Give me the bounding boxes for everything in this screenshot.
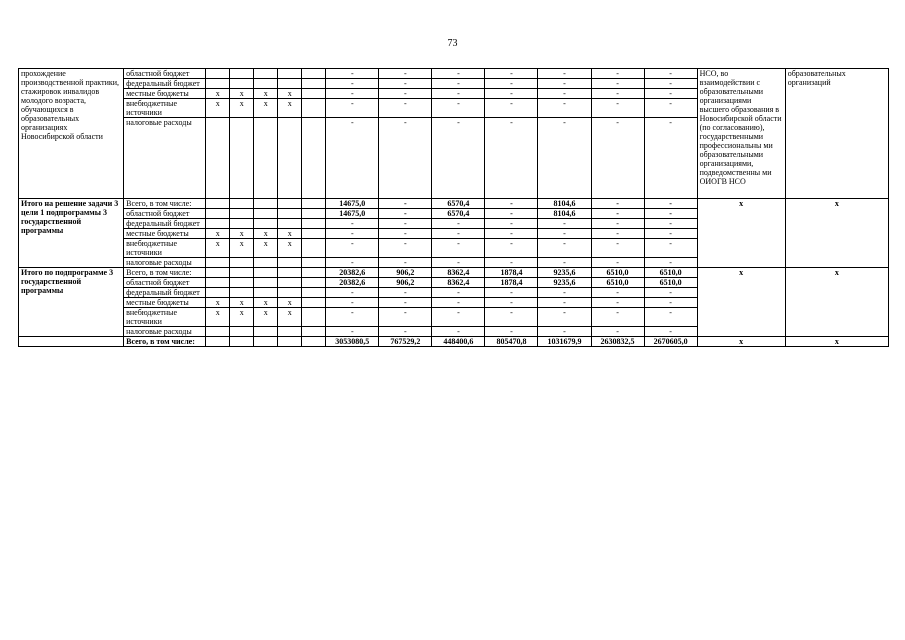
amount-cell: - [326, 308, 379, 327]
mark-cell: x [254, 239, 278, 258]
mark-cell: x [254, 298, 278, 308]
mark-cell: x [230, 308, 254, 327]
amount-cell: - [538, 79, 591, 89]
total-amount-cell: 1031679,9 [538, 337, 591, 347]
spacer-cell [302, 327, 326, 337]
mark-cell [254, 268, 278, 278]
amount-cell: - [326, 239, 379, 258]
funding-source: местные бюджеты [124, 298, 206, 308]
amount-cell: - [432, 118, 485, 199]
amount-cell: - [538, 239, 591, 258]
mark-cell [278, 258, 302, 268]
spacer-cell [302, 199, 326, 209]
funding-source: Всего, в том числе: [124, 268, 206, 278]
mark-cell [254, 337, 278, 347]
funding-source: областной бюджет [124, 69, 206, 79]
mark-cell: x [206, 99, 230, 118]
spacer-cell [302, 337, 326, 347]
funding-source: местные бюджеты [124, 229, 206, 239]
amount-cell: - [379, 99, 432, 118]
mark-cell [230, 337, 254, 347]
amount-cell: - [432, 288, 485, 298]
amount-cell: - [432, 219, 485, 229]
mark-cell [230, 327, 254, 337]
amount-cell: - [644, 89, 697, 99]
spacer-cell [302, 219, 326, 229]
total-amount-cell: 767529,2 [379, 337, 432, 347]
amount-cell: - [379, 118, 432, 199]
total-amount-cell: 2630832,5 [591, 337, 644, 347]
mark-cell [278, 209, 302, 219]
row-group-label: Итого по подпрограмме 3 государственной программы [19, 268, 124, 337]
funding-source: налоговые расходы [124, 327, 206, 337]
amount-cell: 6510,0 [644, 278, 697, 288]
amount-cell: - [432, 69, 485, 79]
mark-cell [230, 219, 254, 229]
amount-cell: - [591, 308, 644, 327]
amount-cell: - [379, 229, 432, 239]
mark-cell [278, 278, 302, 288]
amount-cell: - [432, 298, 485, 308]
mark-cell: x [206, 298, 230, 308]
amount-cell: 906,2 [379, 278, 432, 288]
executor-cell: НСО, во взаимодействии с образовательными организациями высшего образования в Новосибирской области (по согласованию), государственными профессиональны ми образовательными организациями, подведомственны ми ОИОГВ НСО [697, 69, 785, 199]
funding-source: федеральный бюджет [124, 288, 206, 298]
budget-table [18, 68, 889, 347]
amount-cell: - [432, 89, 485, 99]
spacer-cell [302, 209, 326, 219]
amount-cell: - [591, 99, 644, 118]
funding-source: внебюджетные источники [124, 99, 206, 118]
mark-cell: x [230, 298, 254, 308]
mark-cell [278, 288, 302, 298]
mark-cell: x [254, 308, 278, 327]
amount-cell: - [644, 199, 697, 209]
mark-cell [206, 69, 230, 79]
amount-cell: - [326, 219, 379, 229]
spacer-cell [302, 258, 326, 268]
funding-source: налоговые расходы [124, 118, 206, 199]
mark-cell [278, 268, 302, 278]
total-source: Всего, в том числе: [124, 337, 206, 347]
amount-cell: - [432, 327, 485, 337]
amount-cell: - [538, 99, 591, 118]
executor-cell: x [697, 268, 785, 337]
amount-cell: - [379, 79, 432, 89]
amount-cell: - [379, 219, 432, 229]
mark-cell: x [278, 229, 302, 239]
amount-cell: - [432, 99, 485, 118]
mark-cell [206, 199, 230, 209]
mark-cell [230, 199, 254, 209]
amount-cell: - [644, 327, 697, 337]
amount-cell: - [591, 89, 644, 99]
amount-cell: - [644, 69, 697, 79]
mark-cell: x [206, 89, 230, 99]
mark-cell [254, 278, 278, 288]
amount-cell: - [591, 288, 644, 298]
mark-cell [230, 258, 254, 268]
amount-cell: 6570,4 [432, 199, 485, 209]
amount-cell: - [326, 99, 379, 118]
amount-cell: - [485, 118, 538, 199]
spacer-cell [302, 229, 326, 239]
mark-cell: x [206, 308, 230, 327]
amount-cell: 14675,0 [326, 199, 379, 209]
result-cell: x [785, 268, 888, 337]
amount-cell: - [591, 209, 644, 219]
mark-cell [254, 79, 278, 89]
mark-cell [206, 79, 230, 89]
mark-cell: x [230, 89, 254, 99]
amount-cell: 6510,0 [644, 268, 697, 278]
mark-cell: x [254, 89, 278, 99]
mark-cell: x [278, 239, 302, 258]
funding-source: областной бюджет [124, 278, 206, 288]
amount-cell: - [591, 199, 644, 209]
amount-cell: - [644, 308, 697, 327]
spacer-cell [302, 278, 326, 288]
mark-cell [278, 69, 302, 79]
table-row [19, 69, 889, 79]
executor-cell: x [697, 337, 785, 347]
funding-source: Всего, в том числе: [124, 199, 206, 209]
amount-cell: - [326, 79, 379, 89]
mark-cell [206, 337, 230, 347]
executor-cell: x [697, 199, 785, 268]
amount-cell: - [591, 258, 644, 268]
amount-cell: - [538, 288, 591, 298]
mark-cell [206, 209, 230, 219]
mark-cell: x [278, 99, 302, 118]
amount-cell: - [591, 219, 644, 229]
amount-cell: - [326, 89, 379, 99]
mark-cell: x [278, 89, 302, 99]
amount-cell: - [644, 219, 697, 229]
amount-cell: - [326, 258, 379, 268]
mark-cell: x [230, 239, 254, 258]
mark-cell [206, 268, 230, 278]
amount-cell: 1878,4 [485, 278, 538, 288]
mark-cell: x [206, 229, 230, 239]
amount-cell: - [485, 298, 538, 308]
mark-cell [278, 199, 302, 209]
mark-cell [206, 258, 230, 268]
amount-cell: - [379, 239, 432, 258]
amount-cell: - [485, 219, 538, 229]
mark-cell [254, 258, 278, 268]
amount-cell: - [326, 118, 379, 199]
mark-cell [206, 278, 230, 288]
result-cell: x [785, 199, 888, 268]
mark-cell [206, 288, 230, 298]
amount-cell: - [379, 69, 432, 79]
amount-cell: - [379, 209, 432, 219]
mark-cell [278, 337, 302, 347]
amount-cell: - [379, 199, 432, 209]
amount-cell: - [485, 79, 538, 89]
spacer-cell [302, 288, 326, 298]
mark-cell [230, 69, 254, 79]
mark-cell: x [206, 239, 230, 258]
amount-cell: - [326, 229, 379, 239]
mark-cell [254, 327, 278, 337]
amount-cell: 14675,0 [326, 209, 379, 219]
amount-cell: 8362,4 [432, 278, 485, 288]
amount-cell: - [432, 258, 485, 268]
spacer-cell [302, 239, 326, 258]
amount-cell: - [538, 89, 591, 99]
amount-cell: - [485, 69, 538, 79]
mark-cell [278, 79, 302, 89]
amount-cell: - [538, 308, 591, 327]
amount-cell: 906,2 [379, 268, 432, 278]
amount-cell: - [591, 327, 644, 337]
amount-cell: - [379, 298, 432, 308]
mark-cell [278, 219, 302, 229]
amount-cell: - [379, 89, 432, 99]
mark-cell: x [254, 229, 278, 239]
mark-cell: x [278, 298, 302, 308]
amount-cell: - [485, 239, 538, 258]
amount-cell: - [485, 99, 538, 118]
amount-cell: - [538, 69, 591, 79]
amount-cell: 6510,0 [591, 268, 644, 278]
spacer-cell [302, 308, 326, 327]
amount-cell: 8104,6 [538, 199, 591, 209]
amount-cell: - [485, 209, 538, 219]
mark-cell [254, 69, 278, 79]
mark-cell [254, 288, 278, 298]
amount-cell: - [379, 308, 432, 327]
total-amount-cell: 805470,8 [485, 337, 538, 347]
spacer-cell [302, 118, 326, 199]
table-row [19, 268, 889, 278]
amount-cell: - [591, 118, 644, 199]
amount-cell: - [538, 229, 591, 239]
mark-cell [254, 118, 278, 199]
mark-cell [230, 118, 254, 199]
spacer-cell [302, 69, 326, 79]
mark-cell [230, 79, 254, 89]
amount-cell: - [485, 199, 538, 209]
amount-cell: - [644, 239, 697, 258]
mark-cell [254, 209, 278, 219]
table-body [19, 69, 889, 347]
funding-source: внебюджетные источники [124, 239, 206, 258]
mark-cell: x [278, 308, 302, 327]
amount-cell: - [379, 288, 432, 298]
spacer-cell [302, 89, 326, 99]
row-group-label: прохождение производственной практики, стажировок инвалидов молодого возраста, обучающихся в образовательных организациях Новосибирской области [19, 69, 124, 199]
amount-cell: - [432, 229, 485, 239]
funding-source: областной бюджет [124, 209, 206, 219]
amount-cell: - [326, 69, 379, 79]
total-amount-cell: 2670605,0 [644, 337, 697, 347]
mark-cell [230, 288, 254, 298]
funding-source: местные бюджеты [124, 89, 206, 99]
amount-cell: - [538, 118, 591, 199]
funding-source: налоговые расходы [124, 258, 206, 268]
amount-cell: - [485, 229, 538, 239]
mark-cell [230, 268, 254, 278]
amount-cell: - [485, 308, 538, 327]
mark-cell [206, 118, 230, 199]
amount-cell: - [538, 258, 591, 268]
amount-cell: - [644, 209, 697, 219]
total-row [19, 337, 889, 347]
total-label [19, 337, 124, 347]
mark-cell: x [230, 99, 254, 118]
amount-cell: - [485, 258, 538, 268]
amount-cell: - [432, 308, 485, 327]
spacer-cell [302, 79, 326, 89]
page-number: 73 [447, 38, 458, 49]
amount-cell: - [644, 288, 697, 298]
total-amount-cell: 3053080,5 [326, 337, 379, 347]
amount-cell: 9235,6 [538, 268, 591, 278]
amount-cell: - [326, 288, 379, 298]
result-cell: образовательных организаций [785, 69, 888, 199]
funding-source: федеральный бюджет [124, 79, 206, 89]
amount-cell: - [591, 79, 644, 89]
amount-cell: - [326, 327, 379, 337]
mark-cell [206, 327, 230, 337]
amount-cell: - [591, 69, 644, 79]
amount-cell: 20382,6 [326, 278, 379, 288]
amount-cell: - [432, 239, 485, 258]
mark-cell [230, 278, 254, 288]
mark-cell: x [254, 99, 278, 118]
amount-cell: - [379, 327, 432, 337]
amount-cell: - [485, 327, 538, 337]
funding-source: внебюджетные источники [124, 308, 206, 327]
mark-cell: x [230, 229, 254, 239]
amount-cell: 8362,4 [432, 268, 485, 278]
row-group-label: Итого на решение задачи 3 цели 1 подпрограммы 3 государственной программы [19, 199, 124, 268]
mark-cell [206, 219, 230, 229]
amount-cell: - [379, 258, 432, 268]
amount-cell: 9235,6 [538, 278, 591, 288]
amount-cell: - [591, 229, 644, 239]
amount-cell: - [644, 229, 697, 239]
amount-cell: - [644, 79, 697, 89]
mark-cell [278, 327, 302, 337]
mark-cell [230, 209, 254, 219]
amount-cell: - [485, 89, 538, 99]
spacer-cell [302, 268, 326, 278]
amount-cell: 6570,4 [432, 209, 485, 219]
amount-cell: - [644, 298, 697, 308]
amount-cell: - [432, 79, 485, 89]
table-row [19, 199, 889, 209]
spacer-cell [302, 298, 326, 308]
total-amount-cell: 448400,6 [432, 337, 485, 347]
amount-cell: - [538, 298, 591, 308]
amount-cell: - [591, 239, 644, 258]
amount-cell: - [485, 288, 538, 298]
mark-cell [254, 199, 278, 209]
amount-cell: - [644, 258, 697, 268]
amount-cell: - [644, 99, 697, 118]
amount-cell: - [591, 298, 644, 308]
funding-source: федеральный бюджет [124, 219, 206, 229]
mark-cell [278, 118, 302, 199]
amount-cell: - [538, 219, 591, 229]
amount-cell: 20382,6 [326, 268, 379, 278]
amount-cell: 8104,6 [538, 209, 591, 219]
amount-cell: - [538, 327, 591, 337]
amount-cell: 1878,4 [485, 268, 538, 278]
amount-cell: 6510,0 [591, 278, 644, 288]
amount-cell: - [326, 298, 379, 308]
amount-cell: - [644, 118, 697, 199]
mark-cell [254, 219, 278, 229]
spacer-cell [302, 99, 326, 118]
result-cell: x [785, 337, 888, 347]
